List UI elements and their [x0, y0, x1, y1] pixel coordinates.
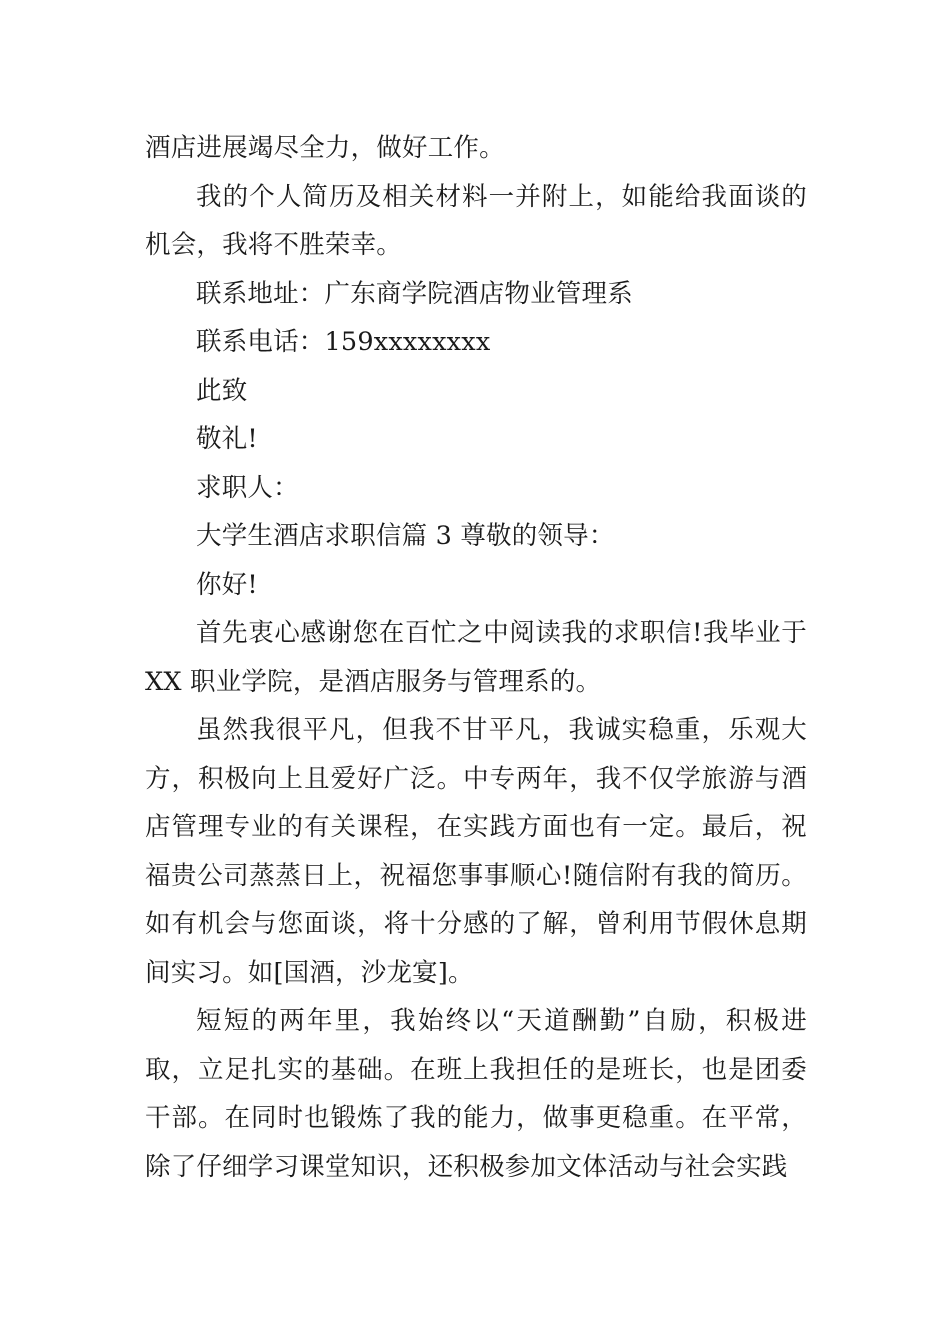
text-line: 福贵公司蒸蒸日上，祝福您事事顺心!随信附有我的简历。 — [145, 860, 807, 891]
paragraph — [145, 561, 807, 610]
paragraph — [145, 609, 807, 706]
text-line: 首先衷心感谢您在百忙之中阅读我的求职信!我毕业于 — [196, 618, 807, 648]
paragraph — [145, 997, 807, 1191]
text-line: 敬礼! — [196, 424, 258, 454]
text-line: 除了仔细学习课堂知识，还积极参加文体活动与社会实践 — [145, 1151, 788, 1182]
text-line: 机会，我将不胜荣幸。 — [145, 230, 403, 260]
text-line: 我的个人简历及相关材料一并附上，如能给我面谈的 — [196, 181, 807, 212]
text-line: 干部。在同时也锻炼了我的能力，做事更稳重。在平常， — [145, 1103, 807, 1133]
paragraph — [145, 512, 807, 561]
text-line: XX 职业学院，是酒店服务与管理系的。 — [145, 666, 602, 697]
paragraph — [145, 173, 807, 270]
paragraph — [145, 415, 807, 464]
text-line: 求职人： — [196, 472, 299, 503]
text-line: 此致 — [196, 375, 248, 406]
text-line: 短短的两年里，我始终以“天道酬勤”自励，积极进 — [196, 1006, 807, 1036]
text-line: 方，积极向上且爱好广泛。中专两年，我不仅学旅游与酒 — [145, 763, 807, 794]
text-line: 虽然我很平凡，但我不甘平凡，我诚实稳重，乐观大 — [196, 715, 807, 745]
text-line: 你好! — [196, 569, 258, 600]
text-line: 大学生酒店求职信篇 3 尊敬的领导： — [196, 521, 615, 551]
text-line: 如有机会与您面谈，将十分感的了解，曾利用节假休息期 — [145, 909, 807, 939]
text-line: 取，立足扎实的基础。在班上我担任的是班长，也是团委 — [145, 1054, 807, 1085]
text-line: 联系地址：广东商学院酒店物业管理系 — [196, 278, 633, 309]
text-line: 酒店进展竭尽全力，做好工作。 — [145, 133, 505, 163]
document-body — [145, 124, 807, 1191]
paragraph — [145, 318, 807, 367]
text-line: 间实习。如[国酒，沙龙宴]。 — [145, 957, 474, 988]
paragraph — [145, 706, 807, 997]
text-line: 联系电话：159xxxxxxxx — [196, 327, 491, 357]
paragraph — [145, 124, 807, 173]
text-line: 店管理专业的有关课程，在实践方面也有一定。最后，祝 — [145, 812, 807, 842]
paragraph — [145, 464, 807, 513]
paragraph — [145, 270, 807, 319]
paragraph — [145, 367, 807, 416]
